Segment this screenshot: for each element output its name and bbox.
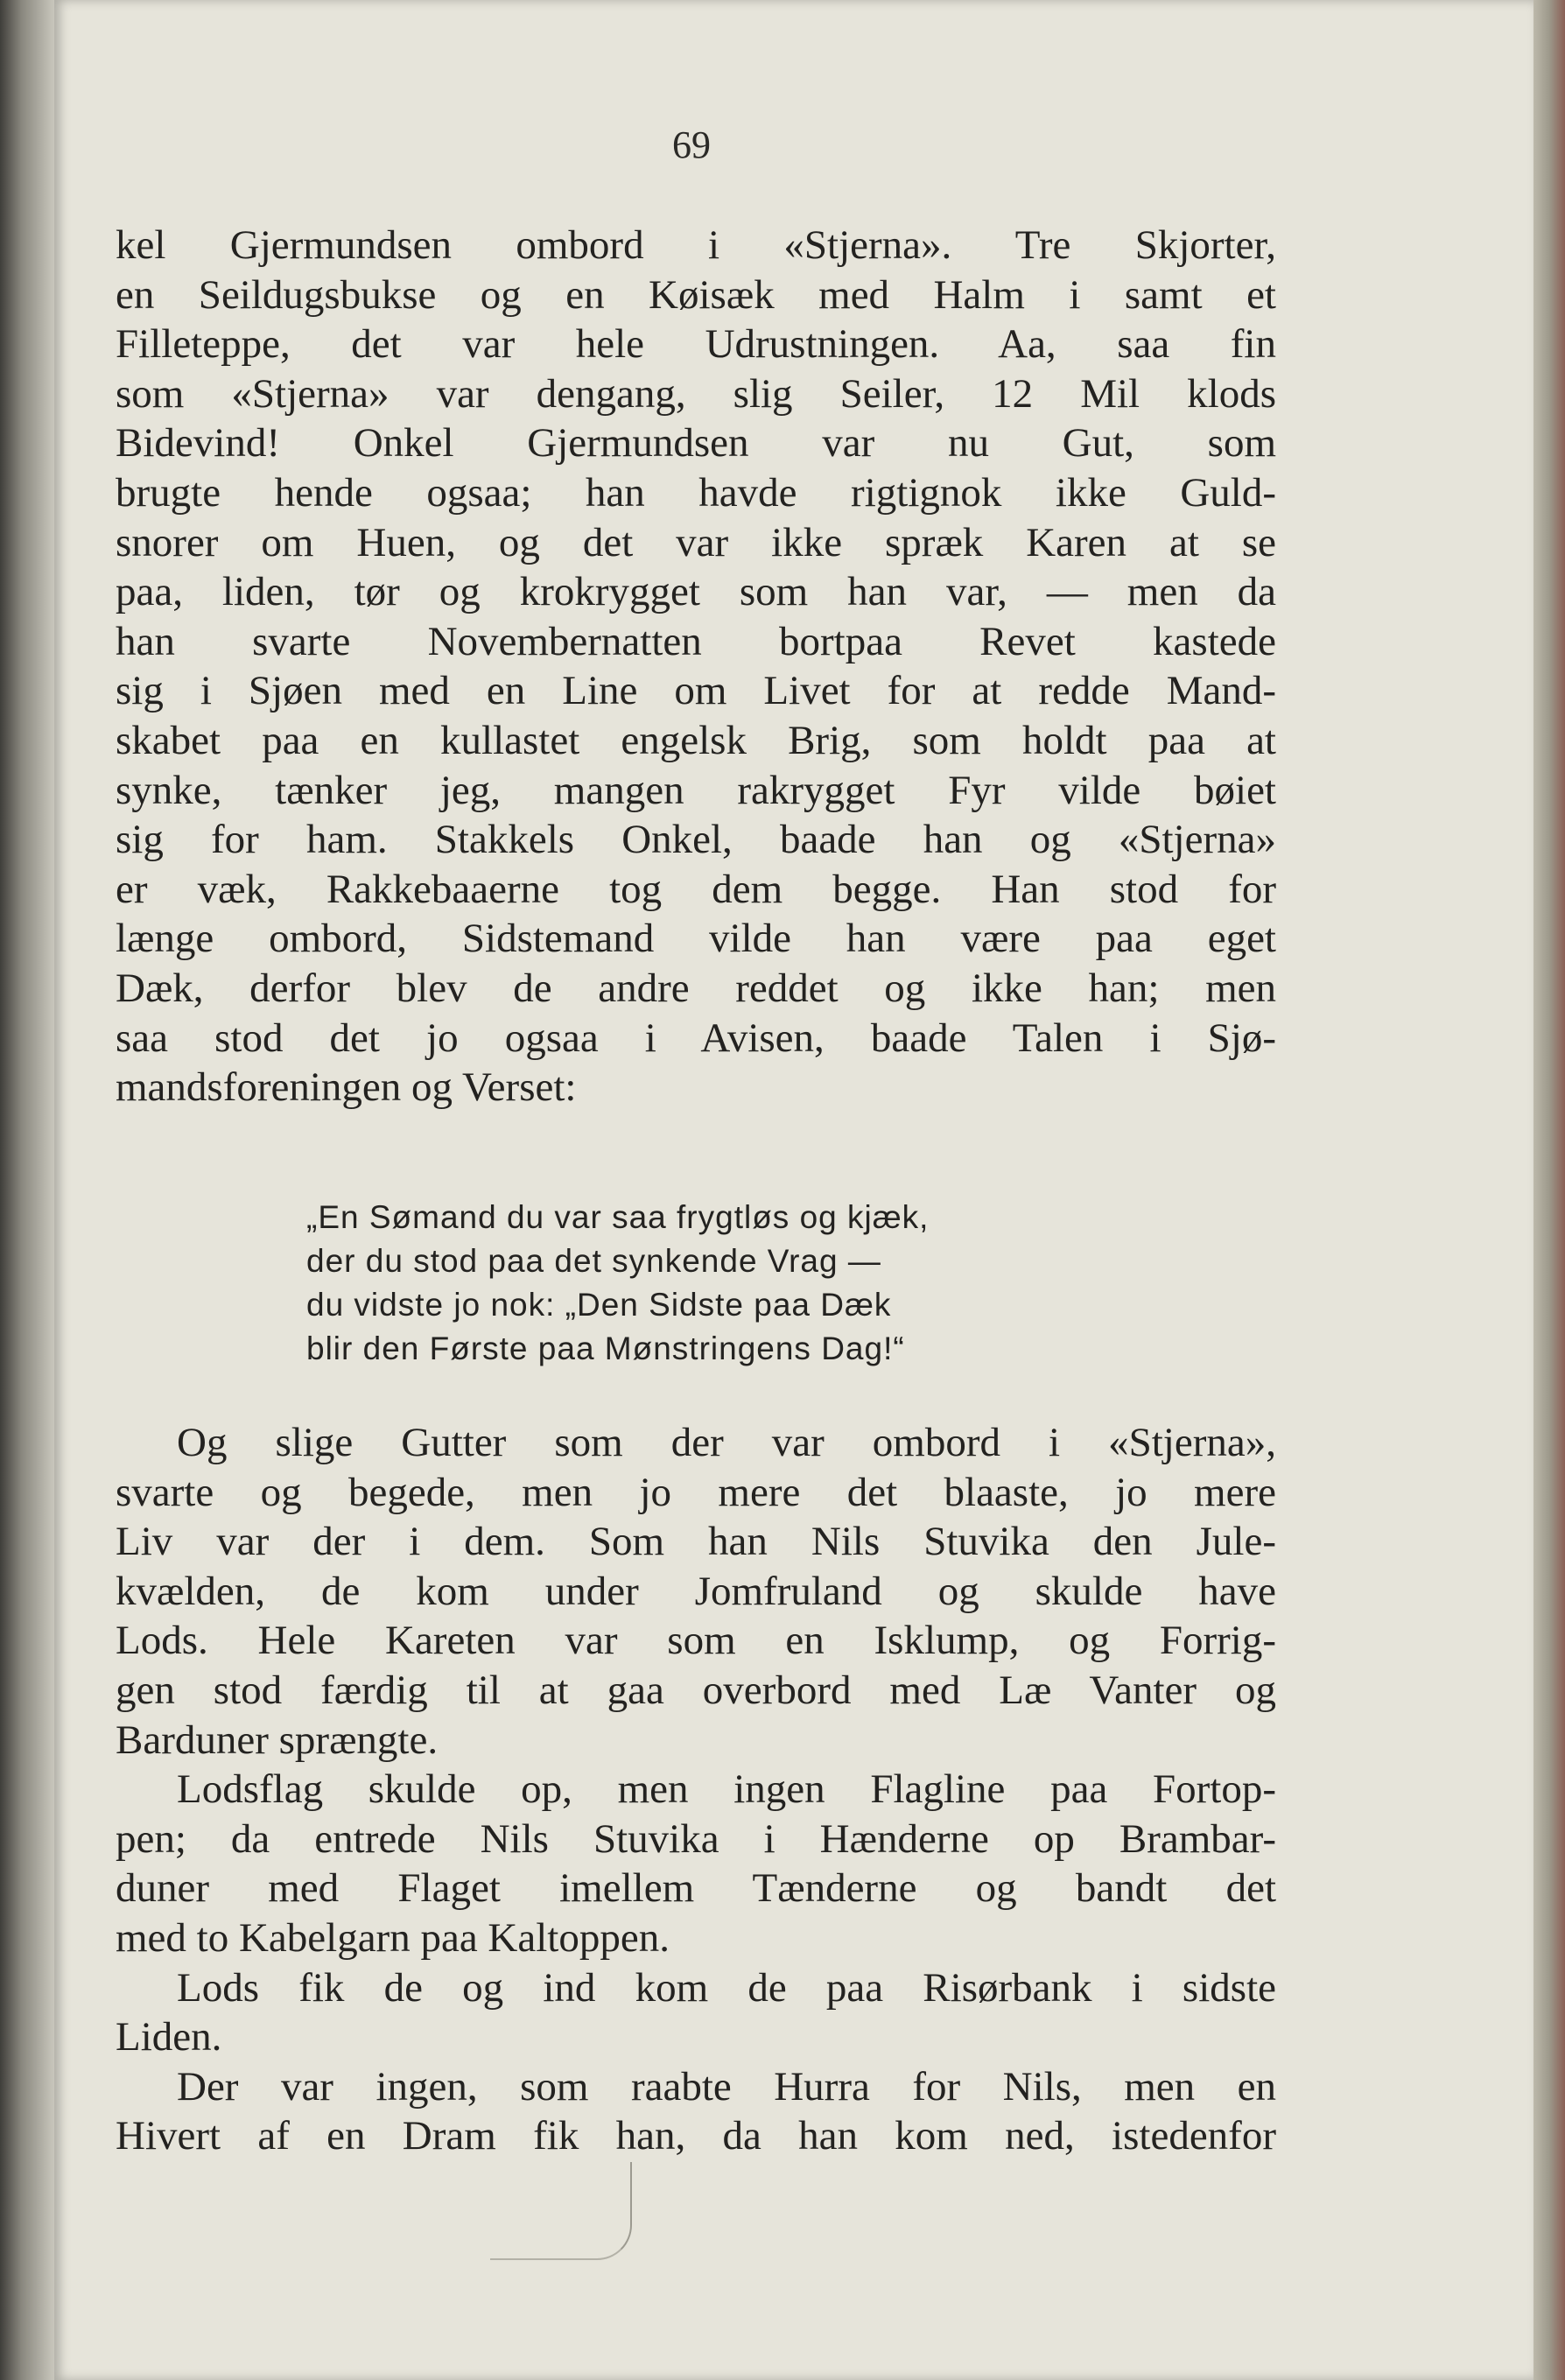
text-line: mandsforeningen og Verset: [116,1064,577,1111]
paragraph-1 [116,221,1276,1113]
text-line: længe ombord, Sidstemand vilde han være paa eget [116,916,1276,962]
text-line: med to Kabelgarn paa Kaltoppen. [116,1914,670,1961]
page-edge [1533,0,1565,2380]
text-line: Filleteppe, det var hele Udrustningen. Aa, saa fin [116,321,1276,368]
text-line: Og slige Gutter som der var ombord i «Stjerna», [177,1420,1276,1465]
verse-line: blir den Første paa Mønstringens Dag!“ [306,1330,905,1366]
text-line: kel Gjermundsen ombord i «Stjerna». Tre Skjorter, [116,222,1276,268]
text-line: som «Stjerna» var dengang, slig Seiler, 12 Mil klods [116,370,1276,417]
text-line: Der var ingen, som raabte Hurra for Nils, men en [177,2063,1276,2110]
text-line: er væk, Rakkebaaerne tog dem begge. Han stod for [116,866,1276,912]
verse-line: du vidste jo nok: „Den Sidste paa Dæk [306,1287,892,1323]
text-line: Liden. [116,2014,222,2061]
verse-block [306,1196,929,1371]
text-line: Hivert af en Dram fik han, da han kom ned, istedenfor [116,2113,1276,2159]
text-line: skabet paa en kullastet engelsk Brig, som holdt paa at [116,717,1276,763]
text-line: Lods. Hele Kareten var som en Isklump, og Forrig- [116,1618,1276,1664]
text-line: brugte hende ogsaa; han havde rigtignok ikke Guld- [116,469,1276,516]
text-line: paa, liden, tør og krokrygget som han var, — men da [116,569,1276,615]
pencil-mark [490,2162,632,2260]
text-line: Lods fik de og ind kom de paa Risørbank i sidste [177,1964,1276,2011]
text-line: kvælden, de kom under Jomfruland og skulde have [116,1568,1276,1614]
text-line: en Seildugsbukse og en Køisæk med Halm i samt et [116,271,1276,318]
text-line: synke, tænker jeg, mangen rakrygget Fyr vilde bøiet [116,767,1276,813]
text-line: svarte og begede, men jo mere det blaaste, jo mere [116,1469,1276,1515]
text-line: saa stod det jo ogsaa i Avisen, baade Talen i Sjø- [116,1014,1276,1061]
text-line: Barduner sprængte. [116,1717,439,1763]
text-line: sig i Sjøen med en Line om Livet for at redde Mand- [116,668,1276,714]
text-line: pen; da entrede Nils Stuvika i Hænderne op Brambar- [116,1815,1276,1862]
verse-line: „En Sømand du var saa frygtløs og kjæk, [306,1199,930,1235]
book-spine [0,0,54,2380]
text-line: duner med Flaget imellem Tænderne og bandt det [116,1865,1276,1912]
text-line: sig for ham. Stakkels Onkel, baade han og «Stjerna» [116,817,1276,863]
text-line: snorer om Huen, og det var ikke spræk Karen at se [116,519,1276,565]
text-line: han svarte Novembernatten bortpaa Revet kastede [116,618,1276,664]
text-line: gen stod færdig til at gaa overbord med Læ Vanter og [116,1667,1276,1713]
text-line: Lodsflag skulde op, men ingen Flagline paa Fortop- [177,1766,1276,1813]
text-line: Bidevind! Onkel Gjermundsen var nu Gut, som [116,420,1276,467]
page-number: 69 [672,123,711,166]
text-line: Liv var der i dem. Som han Nils Stuvika den Jule- [116,1519,1276,1565]
text-line: Dæk, derfor blev de andre reddet og ikke han; men [116,965,1276,1011]
verse-line: der du stod paa det synkende Vrag — [306,1243,881,1279]
paragraph-2-to-5 [116,1418,1276,2161]
